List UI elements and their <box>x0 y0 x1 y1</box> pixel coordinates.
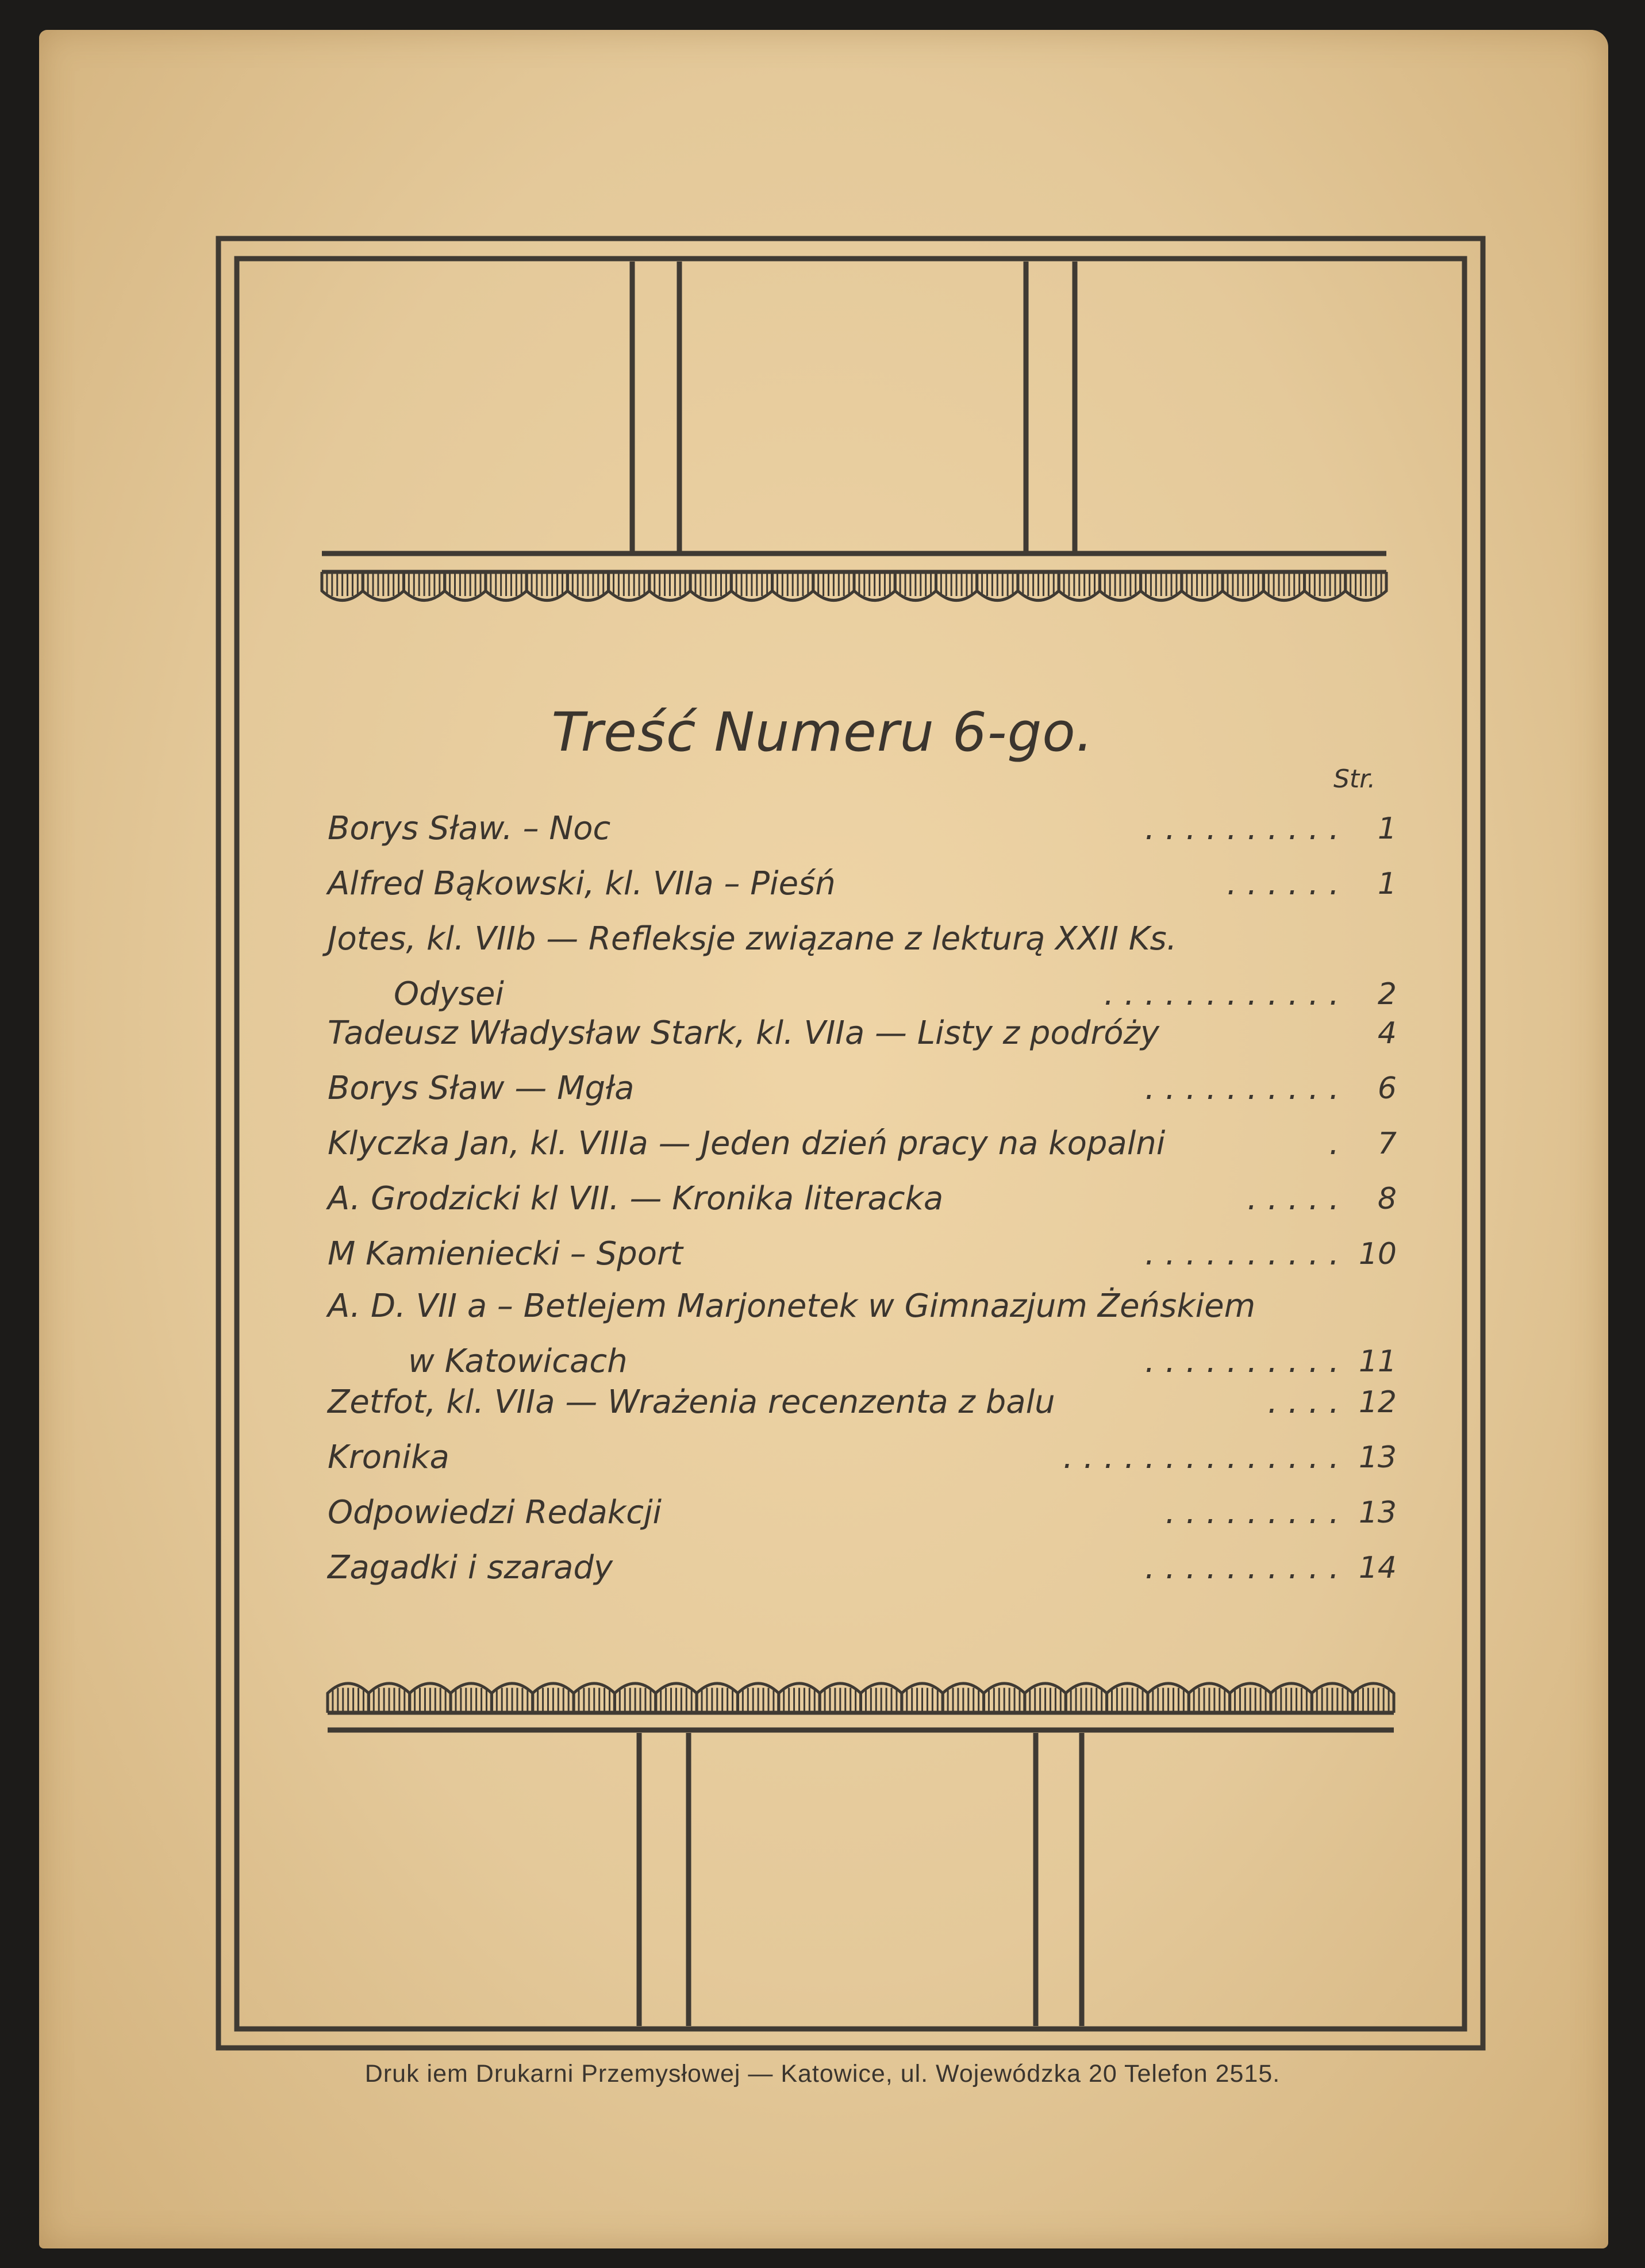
toc-entry: Alfred Bąkowski, kl. VIIa – Pieśń . . . . . . 1 <box>328 865 1397 902</box>
toc-entry: A. D. VII a – Betlejem Marjonetek w Gimnazjum Żeńskiem w Katowicach . . . . . . . . . . 11 <box>328 1287 1397 1380</box>
toc-entry: Borys Sław — Mgła . . . . . . . . . . 6 <box>328 1070 1397 1107</box>
toc-entry: Zetfot, kl. VIIa — Wrażenia recenzenta z balu . . . . 12 <box>328 1383 1397 1421</box>
toc-entry: M Kamieniecki – Sport . . . . . . . . . . 10 <box>328 1235 1397 1273</box>
printer-footer: Druk iem Drukarni Przemysłowej — Katowice, ul. Wojewódzka 20 Telefon 2515. <box>364 2060 1281 2088</box>
toc-entry: A. Grodzicki kl VII. — Kronika literacka . . . . . 8 <box>328 1180 1397 1217</box>
toc-entry: Odpowiedzi Redakcji . . . . . . . . . 13 <box>328 1494 1397 1531</box>
page-column-label: Str. <box>1333 764 1376 794</box>
bottom-fringe-ornament <box>328 1683 1394 1713</box>
toc-entry: Klyczka Jan, kl. VIIIa — Jeden dzień pracy na kopalni . 7 <box>328 1125 1397 1162</box>
toc-entry: Borys Sław. – Noc . . . . . . . . . . 1 <box>328 810 1397 847</box>
top-fringe-ornament <box>322 572 1386 601</box>
toc-entry: Tadeusz Władysław Stark, kl. VIIa — Listy z podróży 4 <box>328 1014 1397 1052</box>
page-title: Treść Numeru 6-go. <box>551 701 1094 764</box>
toc-entry: Kronika . . . . . . . . . . . . . . 13 <box>328 1439 1397 1476</box>
toc-entry: Jotes, kl. VIIb — Refleksje związane z lekturą XXII Ks. Odysei . . . . . . . . . . . . 2 <box>328 920 1397 1013</box>
toc-entry: Zagadki i szarady . . . . . . . . . . 14 <box>328 1549 1397 1586</box>
